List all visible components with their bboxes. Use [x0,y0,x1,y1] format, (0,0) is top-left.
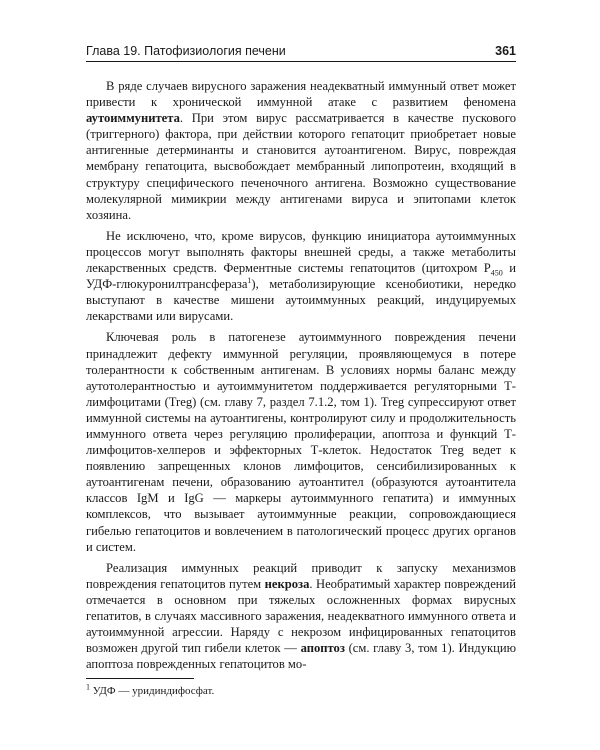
chapter-title: Глава 19. Патофизиология печени [86,44,286,58]
paragraph-external-factors [86,228,516,325]
page-number: 361 [495,44,516,58]
text-run: . Необратимый характер повреждений отмечается в основном при тяжелых осложненных формах вирусных гепатитов, в случаях массивного заражения, неадекватного иммунного ответа и аутоиммунной агрессии. Наряду с некрозом инфицированных гепатоцитов возможен другой тип гибели клеток — [86,576,516,656]
paragraph-necrosis [86,560,516,673]
footnote-divider [86,678,194,679]
paragraph-autoimmunity [86,78,516,223]
footnote-text: УДФ — уридиндифосфат. [90,685,215,697]
text-run: В ряде случаев вирусного заражения неадекватный иммунный ответ может привести к хронической иммунной атаке с развитием феномена [86,79,516,110]
subscript-450: 450 [490,268,503,278]
footnote-ref: 1 [247,275,252,285]
term-necrosis: некроза [264,576,310,591]
text-run: Не исключено, что, кроме вирусов, функцию инициатора аутоиммунных процессов могут выполнять факторы внешней среды, а также метаболиты лекарственных средств. Ферментные системы гепатоцитов (цитохром P [86,228,516,276]
running-header [86,44,516,62]
text-run: Реализация иммунных реакций приводит к запуску механизмов повреждения гепатоцитов путем [86,560,516,591]
text-run: и УДФ-глюкуронилтрансфераза [86,261,516,292]
paragraph-treg: Ключевая роль в патогенезе аутоиммунного повреждения печени принадлежит дефекту иммунной регуляции, проявляющемуся в потере толерантности к собственным антигенам. В условиях нормы баланс между аутотолерантностью и аутоиммунитетом поддерживается регуляторными Т-лимфоцитами (Treg) (см. главу 7, раздел 7.1.2, том 1). Treg супрессируют ответ иммунной системы на аутоантигены, контролируют силу и продолжительность иммунного ответа через регуляцию пролиферации, апоптоза и функций Т-лимфоцитов-хелперов и эффекторных Т-клеток. Недостаток Treg ведет к появлению запрещенных клонов лимфоцитов, сенсибилизированных к аутоантигенам печени, образованию аутоантител (образуются аутоантитела классов IgM и IgG — маркеры аутоиммунного гепатита) и иммунных комплексов, что вызывает аутоиммунные реакции, сопровождающиеся гибелью гепатоцитов и вовлечением в патологический процесс других органов и систем. [86,330,516,554]
term-apoptosis: апоптоз [300,641,345,656]
text-run: (см. главу 3, том 1). Индукцию апоптоза поврежденных гепатоцитов мо- [86,641,517,672]
text-run: . При этом вирус рассматривается в качестве пускового (триггерного) фактора, при действии которого гепатоцит приобретает новые антигенные детерминанты и становится аутоантигеном. Вирус, повреждая мембрану гепатоцита, высвобождает мембранный липопротеин, входящий в структуру специфического печеночного антигена. Возможно существование молекулярной мимикрии между антигенами вируса и эпитопами клеток хозяина. [86,111,516,222]
text-run: ), метаболизирующие ксенобиотики, нередко выступают в качестве мишени аутоиммунных реакций, индуцируемых лекарствами или вирусами. [86,277,516,324]
body-text [86,78,516,672]
term-autoimmunity: аутоиммунитета [86,111,180,126]
footnote [86,684,516,698]
footnote-mark: 1 [86,682,90,692]
